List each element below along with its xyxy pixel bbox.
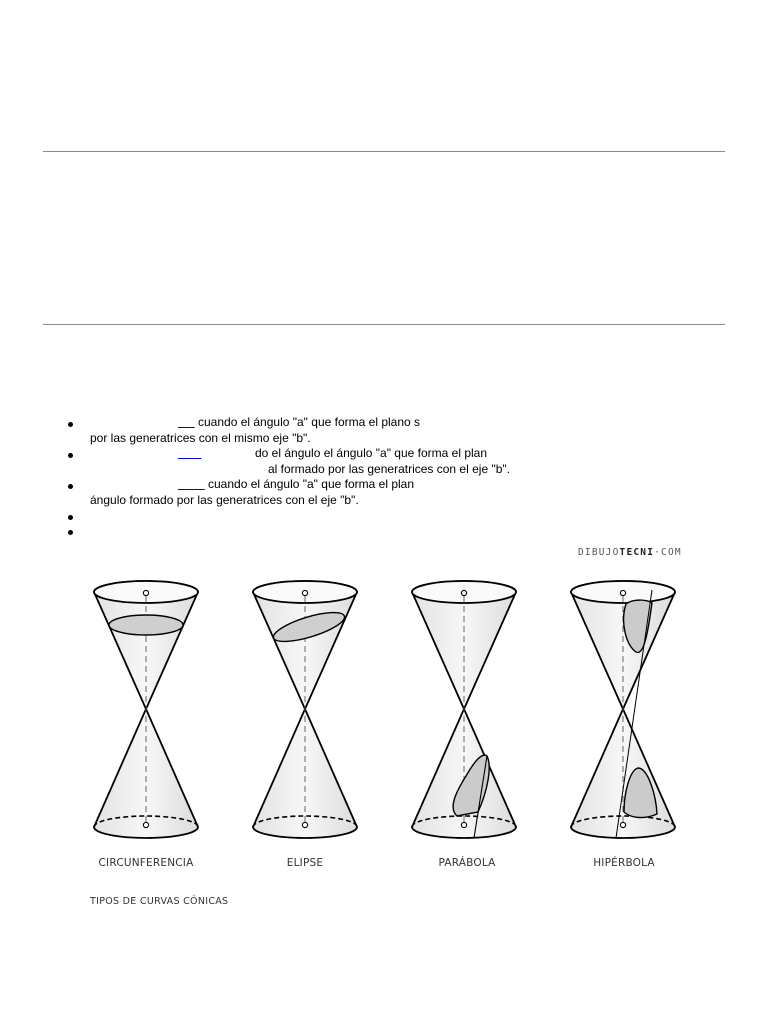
brand-bold: TECNI — [619, 547, 655, 558]
horizontal-rule — [43, 151, 725, 152]
brand-prefix: DIBUJO — [578, 547, 620, 558]
list-item-text: ángulo formado por las generatrices con el eje "b". — [90, 493, 359, 507]
horizontal-rule — [43, 324, 725, 325]
conic-label: ELIPSE — [286, 857, 324, 869]
figure-caption: TIPOS DE CURVAS CÓNICAS — [90, 896, 229, 907]
cone-hiperbola — [571, 581, 675, 838]
brand-suffix: ·COM — [654, 547, 682, 558]
cone-circunferencia — [94, 581, 198, 838]
conic-sections-figure — [0, 560, 768, 855]
bullet-dot — [68, 453, 73, 458]
list-item-text: cuando el ángulo "a" que forma el plan — [204, 477, 415, 491]
brand-watermark — [578, 547, 682, 558]
circle-section — [109, 615, 183, 635]
conic-label: PARÁBOLA — [438, 857, 496, 869]
list-item-text: al formado por las generatrices con el eje "b". — [268, 462, 510, 476]
cone-elipse — [253, 581, 357, 838]
list-item-line — [178, 446, 201, 462]
bullet-dot — [68, 530, 73, 535]
list-item-line — [178, 415, 420, 431]
bullet-dot — [68, 422, 73, 427]
conic-label: HIPÉRBOLA — [593, 857, 655, 869]
conic-label: CIRCUNFERENCIA — [98, 857, 194, 869]
list-item-text: do el ángulo el ángulo "a" que forma el plan — [255, 446, 488, 460]
list-item-text: por las generatrices con el mismo eje "b". — [90, 431, 311, 445]
list-item-link[interactable] — [178, 477, 205, 491]
bullet-dot — [68, 515, 73, 520]
list-item-text: cuando el ángulo "a" que forma el plano s — [194, 415, 421, 429]
bullet-dot — [68, 484, 73, 489]
cone-parabola — [412, 581, 516, 838]
list-item-link[interactable] — [178, 415, 195, 429]
list-item-link[interactable] — [178, 446, 201, 460]
list-item-line — [178, 477, 414, 493]
